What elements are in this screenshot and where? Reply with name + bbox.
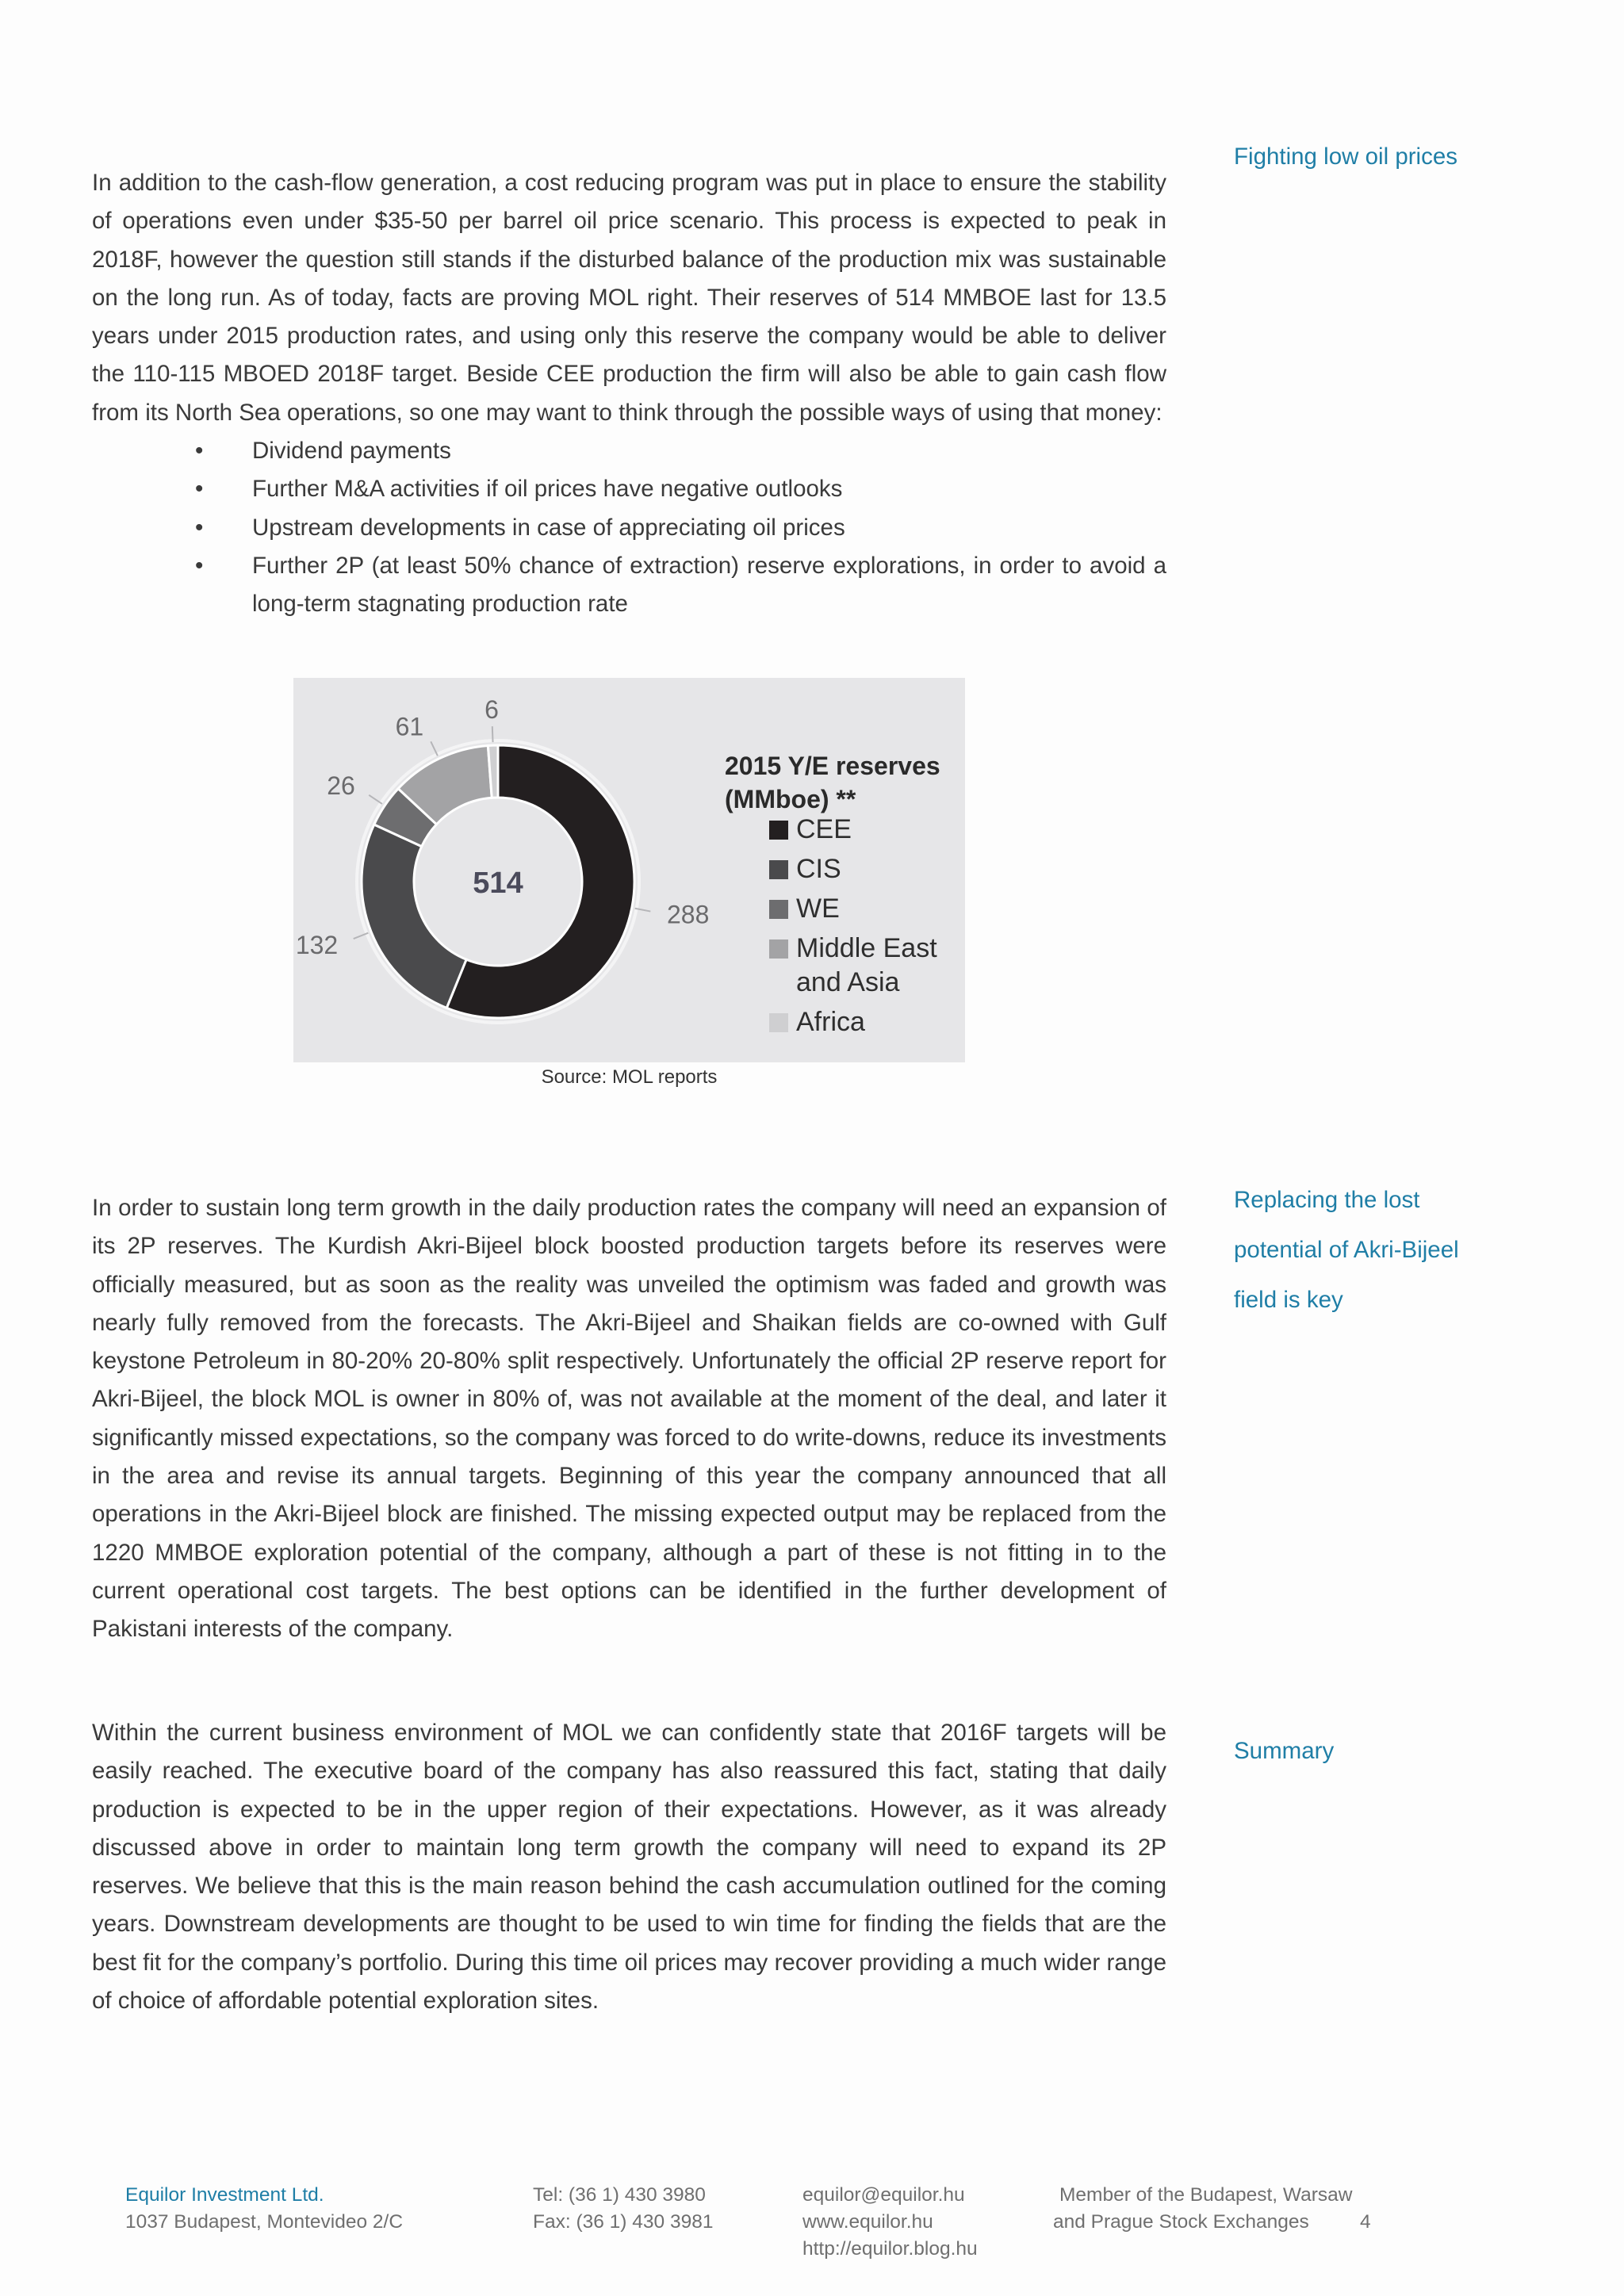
legend-swatch (769, 860, 788, 879)
legend-swatch (769, 821, 788, 840)
leader-line (369, 795, 382, 804)
sidebar-heading-line: Replacing the lost (1234, 1187, 1420, 1213)
footer-member-line: and Prague Stock Exchanges (1053, 2211, 1309, 2233)
bullet-item: • Further 2P (at least 50% chance of extraction) reserve explorations, in order to avoid a long-term stagnating production rate (92, 547, 1166, 624)
legend-label: CEE (796, 814, 852, 844)
footer-web (802, 2182, 978, 2263)
leader-line (431, 741, 438, 756)
body-paragraph-summary: Within the current business environment of MOL we can confidently state that 2016F targets will be easily reached. The executive board of the company has also reassured this fact, stating that daily production is expected to be in the upper region of their expectations. However, as it was already discussed above in order to maintain long term growth the company will need to expand its 2P reserves. We believe that this is the main reason behind the cash accumulation outlined for the coming years. Downstream developments are thought to be used to win time for finding the fields that are the best fit for the company’s portfolio. During this time oil prices may recover providing a much wider range of choice of affordable potential exploration sites. (92, 1720, 1166, 2015)
footer-fax: Fax: (36 1) 430 3981 (533, 2211, 714, 2233)
legend-label: and Asia (796, 967, 900, 997)
body-paragraph-akri-bijeel: In order to sustain long term growth in the daily production rates the company will need an expansion of its 2P reserves. The Kurdish Akri-Bijeel block boosted production targets before its reserves were officially measured, but as soon as the reality was unveiled the optimism was faded and growth was nearly fully removed from the forecasts. The Akri-Bijeel and Shaikan fields are co-owned with Gulf keystone Petroleum in 80-20% 20-80% split respectively. Unfortunately the official 2P reserve report for Akri-Bijeel, the block MOL is owner in 80% of, was not available at the moment of the deal, and later it significantly missed expectations, so the company was forced to do write-downs, reduce its investments in the area and revise its annual targets. Beginning of this year the company announced that all operations in the Akri-Bijeel block are finished. The missing expected output may be replaced from the 1220 MMBOE exploration potential of the company, although a part of these is not fitting in to the current operational cost targets. The best options can be identified in the further development of Pakistani interests of the company. (92, 1195, 1166, 1643)
legend-label: WE (796, 894, 840, 924)
leader-line (492, 726, 493, 742)
slice-value-label: 26 (327, 771, 355, 801)
chart-source: Source: MOL reports (541, 1066, 718, 1088)
bullet-list (92, 432, 1166, 623)
footer-phone (533, 2182, 713, 2236)
bullet-item: • Further M&A activities if oil prices have negative outlooks (92, 470, 1166, 508)
footer-company (125, 2182, 403, 2236)
footer-company-address: 1037 Budapest, Montevideo 2/C (125, 2211, 404, 2233)
footer-blog[interactable]: http://equilor.blog.hu (802, 2238, 978, 2260)
reserves-donut-chart (293, 678, 965, 1062)
slice-value-label: 61 (395, 712, 424, 741)
footer-membership (1053, 2182, 1352, 2236)
footer-tel: Tel: (36 1) 430 3980 (533, 2184, 706, 2206)
sidebar-heading-akri-bijeel (1234, 1175, 1567, 1325)
legend-label: CIS (796, 854, 841, 884)
sidebar-heading-fighting-low-oil-prices: Fighting low oil prices (1234, 144, 1458, 170)
body-section-low-oil-prices (92, 164, 1166, 624)
slice-value-label: 288 (666, 900, 710, 929)
chart-title-unit: (MMboe) ** (725, 785, 856, 813)
footer-company-name: Equilor Investment Ltd. (125, 2184, 324, 2206)
footer-email[interactable]: equilor@equilor.hu (802, 2184, 965, 2206)
page-number: 4 (1360, 2211, 1371, 2233)
legend-swatch (769, 939, 788, 959)
slice-value-label: 6 (485, 695, 499, 725)
legend-label: Africa (796, 1007, 865, 1037)
bullet-item: • Upstream developments in case of appreciating oil prices (92, 509, 1166, 547)
chart-title: 2015 Y/E reserves (725, 752, 940, 780)
sidebar-heading-line: potential of Akri-Bijeel (1234, 1237, 1459, 1263)
body-paragraph: In addition to the cash-flow generation, a cost reducing program was put in place to ensure the stability of operations even under $35-50 per barrel oil price scenario. This process is expected to peak in 2018F, however the question still stands if the disturbed balance of the production mix was sustainable on the long run. As of today, facts are proving MOL right. Their reserves of 514 MMBOE last for 13.5 years under 2015 production rates, and using only this reserve the company would be able to deliver the 110-115 MBOED 2018F target. Beside CEE production the firm will also be able to gain cash flow from its North Sea operations, so one may want to think through the possible ways of using that money: (92, 170, 1166, 426)
sidebar-heading-line: field is key (1234, 1287, 1343, 1313)
bullet-item: • Dividend payments (92, 432, 1166, 470)
legend-label: Middle East (796, 933, 937, 963)
reserves-chart (293, 678, 965, 1062)
legend-swatch (769, 1013, 788, 1032)
legend-swatch (769, 900, 788, 919)
sidebar-heading-summary: Summary (1234, 1738, 1335, 1764)
footer-website[interactable]: www.equilor.hu (802, 2211, 933, 2233)
donut-slice-cis (362, 825, 466, 1008)
footer-member-line: Member of the Budapest, Warsaw (1059, 2184, 1353, 2206)
slice-value-label: 132 (295, 930, 339, 959)
center-total-label: 514 (473, 867, 523, 900)
